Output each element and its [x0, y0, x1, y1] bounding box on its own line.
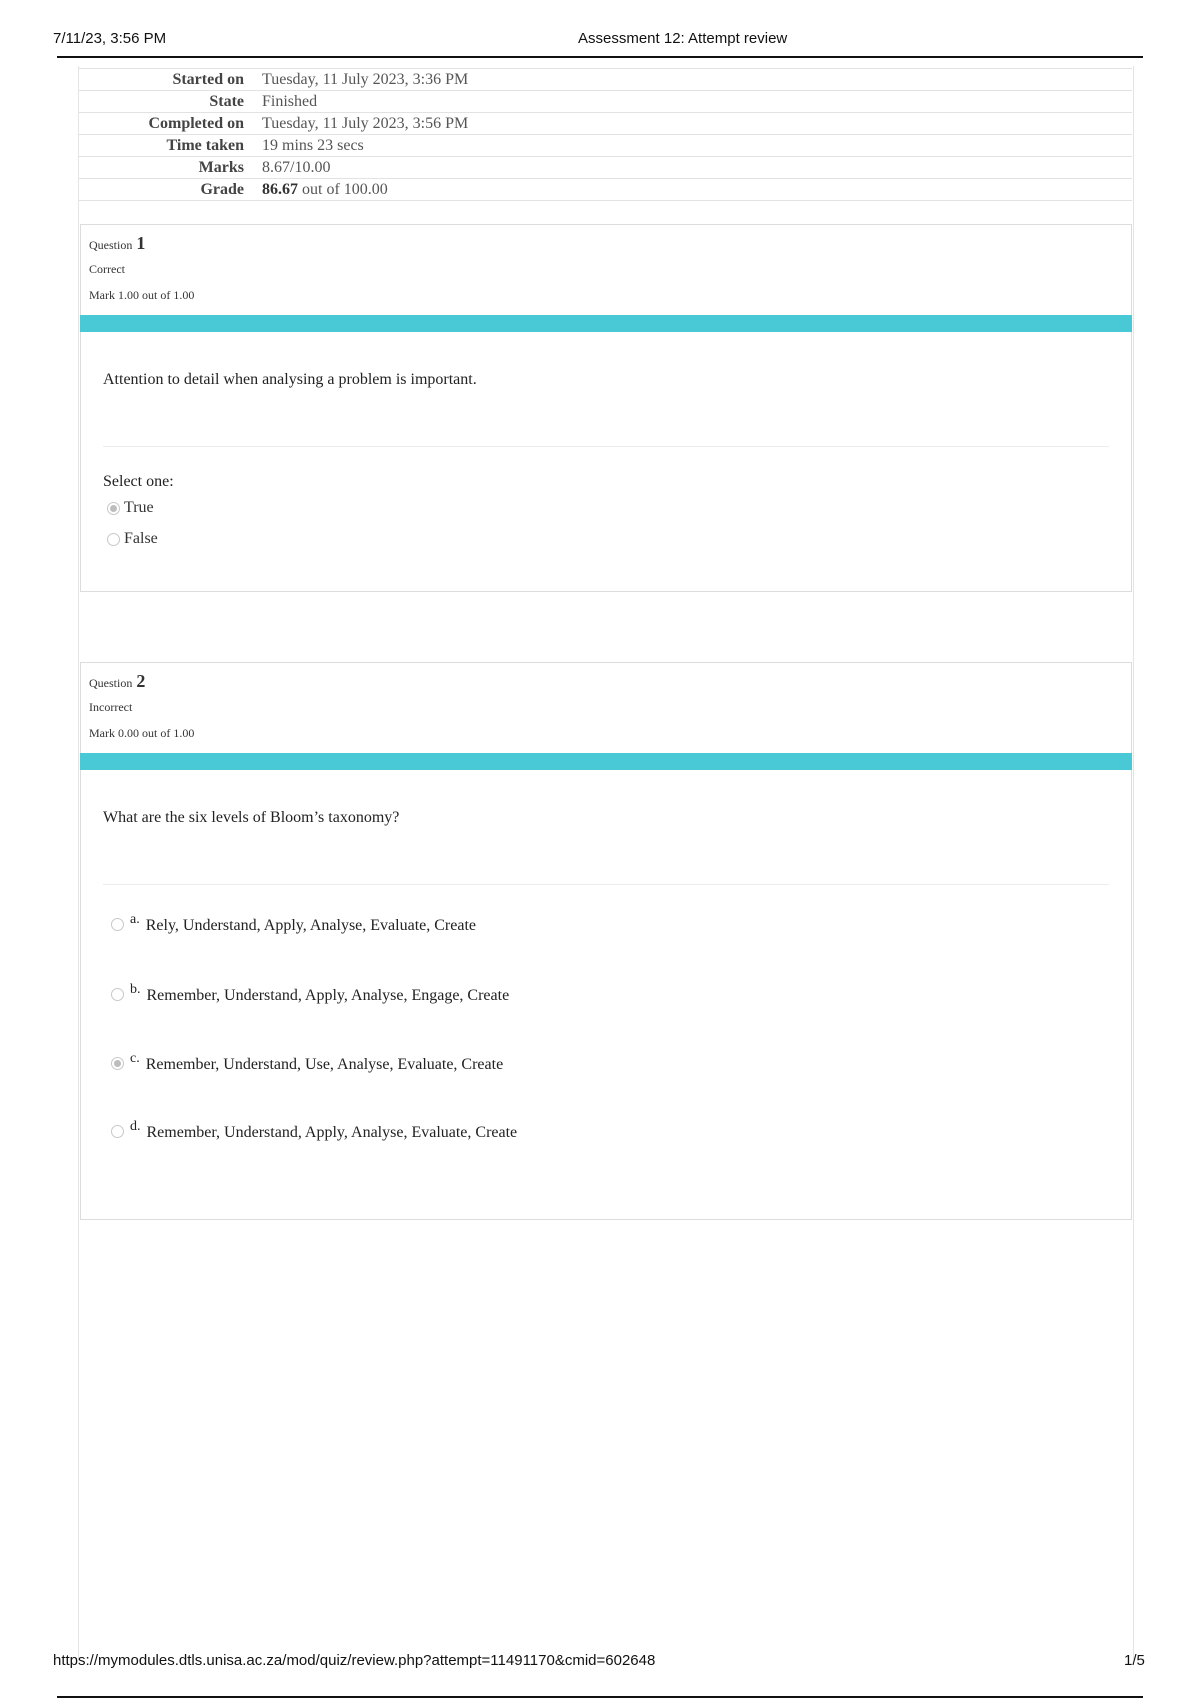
header-rule — [57, 56, 1143, 58]
answer-option-label: True — [124, 499, 154, 516]
footer-rule — [57, 1696, 1143, 1698]
answer-option-a[interactable] — [111, 914, 476, 935]
option-text: Rely, Understand, Apply, Analyse, Evaluate, Create — [145, 917, 476, 934]
question-word: Question — [89, 676, 133, 690]
question-number-line — [89, 671, 194, 692]
page-number: 1/5 — [1124, 1652, 1145, 1669]
summary-label: Grade — [78, 179, 260, 201]
option-letter: b. — [130, 982, 141, 997]
option-text: Remember, Understand, Apply, Analyse, Engage, Create — [146, 987, 510, 1004]
summary-label: Started on — [78, 69, 260, 91]
grade-score: 86.67 — [262, 180, 298, 198]
radio-button[interactable] — [111, 988, 124, 1001]
question-divider — [103, 446, 1109, 447]
answer-option-true[interactable] — [107, 499, 154, 517]
question-number: 1 — [136, 233, 146, 253]
summary-label: Time taken — [78, 135, 260, 157]
select-one-prompt: Select one: — [103, 473, 174, 490]
summary-row — [78, 91, 1132, 113]
question-number: 2 — [136, 671, 146, 691]
summary-value: Finished — [260, 91, 1132, 113]
question-1-card — [80, 224, 1132, 592]
answer-option-b[interactable] — [111, 984, 509, 1005]
question-info — [89, 233, 194, 303]
print-datetime: 7/11/23, 3:56 PM — [53, 30, 167, 47]
question-mark: Mark 1.00 out of 1.00 — [89, 288, 195, 302]
option-text: Remember, Understand, Apply, Analyse, Evaluate, Create — [146, 1124, 518, 1141]
option-letter: d. — [130, 1119, 141, 1134]
summary-label: Marks — [78, 157, 260, 179]
summary-row — [78, 69, 1132, 91]
question-state: Correct — [89, 262, 125, 276]
radio-button[interactable] — [111, 918, 124, 931]
question-word: Question — [89, 238, 133, 252]
print-header — [0, 0, 1200, 58]
summary-row — [78, 157, 1132, 179]
question-info — [89, 671, 194, 741]
summary-row — [78, 135, 1132, 157]
question-text: What are the six levels of Bloom’s taxonomy? — [103, 809, 400, 826]
summary-value: 8.67/10.00 — [260, 157, 1132, 179]
question-number-line — [89, 233, 194, 254]
option-letter: a. — [130, 912, 140, 927]
answer-option-c[interactable] — [111, 1053, 503, 1074]
summary-value: 19 mins 23 secs — [260, 135, 1132, 157]
radio-button[interactable] — [107, 533, 120, 546]
summary-row — [78, 179, 1132, 201]
attempt-summary-table — [78, 68, 1132, 201]
question-text: Attention to detail when analysing a problem is important. — [103, 371, 477, 388]
summary-label: State — [78, 91, 260, 113]
answer-option-false[interactable] — [107, 530, 158, 548]
question-2-card — [80, 662, 1132, 1220]
summary-value: Tuesday, 11 July 2023, 3:36 PM — [260, 69, 1132, 91]
option-text: Remember, Understand, Use, Analyse, Evaluate, Create — [145, 1056, 504, 1073]
answer-option-d[interactable] — [111, 1121, 517, 1142]
question-mark: Mark 0.00 out of 1.00 — [89, 726, 195, 740]
question-state: Incorrect — [89, 700, 133, 714]
question-divider — [103, 884, 1109, 885]
print-footer — [0, 1640, 1200, 1700]
summary-row — [78, 113, 1132, 135]
summary-label: Completed on — [78, 113, 260, 135]
answer-option-label: False — [124, 530, 158, 547]
option-letter: c. — [130, 1051, 140, 1066]
radio-button-selected[interactable] — [107, 502, 120, 515]
radio-button[interactable] — [111, 1125, 124, 1138]
question-accent-bar — [80, 753, 1132, 770]
summary-value: Tuesday, 11 July 2023, 3:56 PM — [260, 113, 1132, 135]
question-accent-bar — [80, 315, 1132, 332]
summary-grade-value — [260, 179, 1132, 201]
print-page-title: Assessment 12: Attempt review — [578, 30, 788, 47]
radio-button-selected[interactable] — [111, 1057, 124, 1070]
page-url: https://mymodules.dtls.unisa.ac.za/mod/quiz/review.php?attempt=11491170&cmid=602648 — [53, 1652, 656, 1669]
grade-out-of: out of 100.00 — [298, 180, 388, 198]
